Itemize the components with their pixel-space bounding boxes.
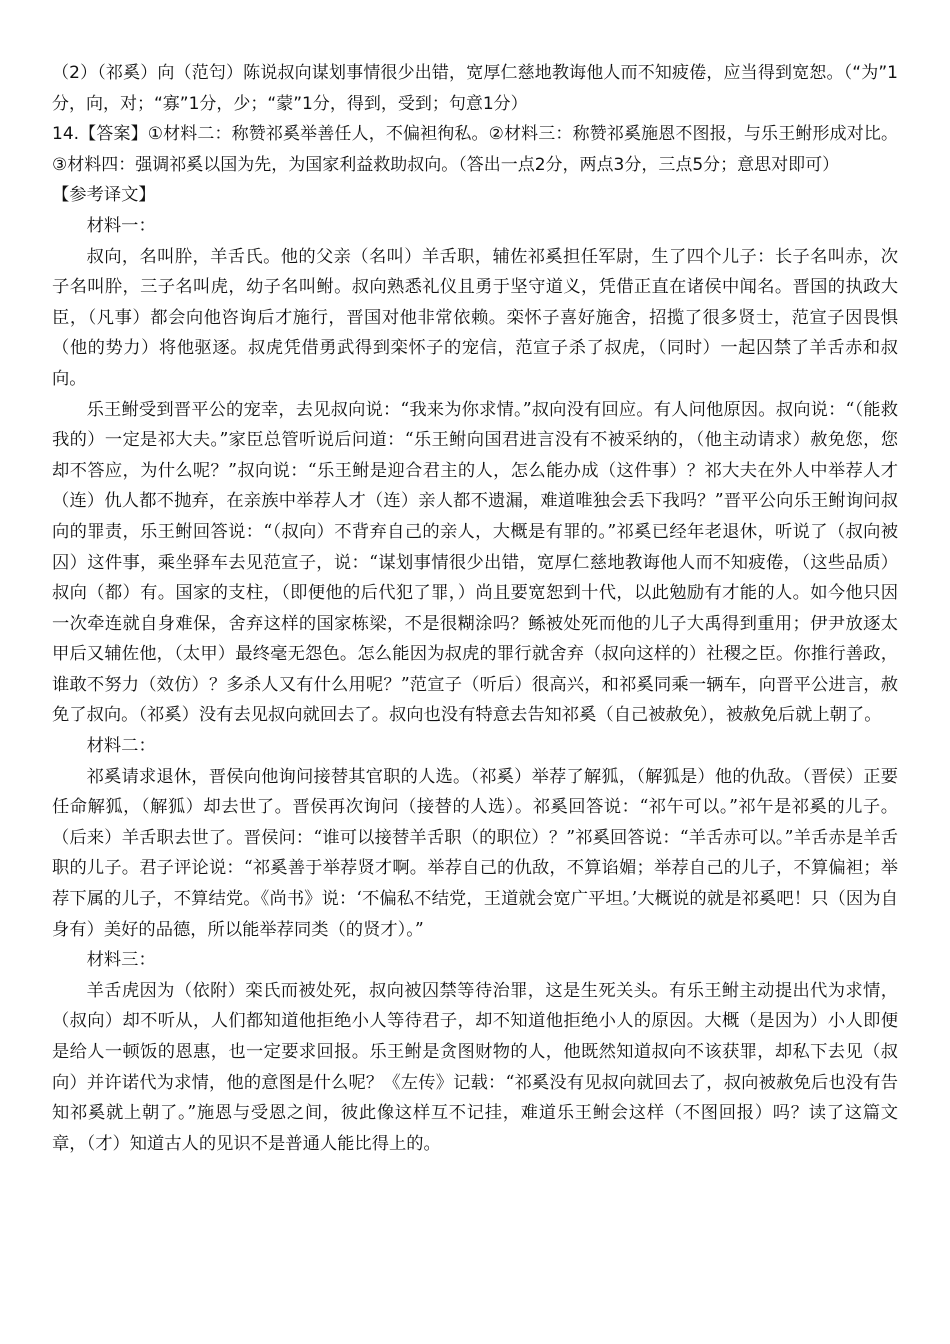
material-1-label: 材料一：: [86, 215, 156, 236]
translation-heading: 【参考译文】: [52, 185, 156, 206]
material-3-paragraph: 羊舌虎因为（依附）栾氏而被处死，叔向被囚禁等待治罪，这是生死关头。有乐王鲋主动提出代为求情，（叔向）却不听从，人们都知道他拒绝小人等待君子，却不知道他拒绝小人的原因。大概（是因为）小人即便是给人一顿饭的恩惠，也一定要求回报。乐王鲋是贪图财物的人，他既然知道叔向不该获罪，却私下去见（叔向）并许诺代为求情，他的意图是什么呢？《左传》记载：“祁奚没有见叔向就回去了，叔向被赦免后也没有告知祁奚就上朝了。”施恩与受恩之间，彼此像这样互不记挂，难道乐王鲋会这样（不图回报）吗？读了这篇文章，（才）知道古人的见识不是普通人能比得上的。: [52, 980, 898, 1154]
answer-13-2: （2）（祁奚）向（范匄）陈说叔向谋划事情很少出错，宽厚仁慈地教诲他人而不知疲倦，应当得到宽恕。（“为”1分，向，对；“寡”1分，少；“蒙”1分，得到，受到；句意1分）: [52, 63, 898, 114]
material-3-label: 材料三：: [86, 950, 156, 971]
answer-14: 14.【答案】①材料二：称赞祁奚举善任人，不偏袒徇私。②材料三：称赞祁奚施恩不图报，与乐王鲋形成对比。③材料四：强调祁奚以国为先，为国家利益救助叔向。（答出一点2分，两点3分，三点5分；意思对即可）: [52, 124, 898, 175]
material-2-paragraph: 祁奚请求退休，晋侯向他询问接替其官职的人选。（祁奚）举荐了解狐，（解狐是）他的仇敌。（晋侯）正要任命解狐，（解狐）却去世了。晋侯再次询问（接替的人选）。祁奚回答说：“祁午可以。”祁午是祁奚的儿子。（后来）羊舌职去世了。晋侯问：“谁可以接替羊舌职（的职位）？”祁奚回答说：“羊舌赤可以。”羊舌赤是羊舌职的儿子。君子评论说：“祁奚善于举荐贤才啊。举荐自己的仇敌，不算谄媚；举荐自己的儿子，不算偏袒；举荐下属的儿子，不算结党。《尚书》说：‘不偏私不结党，王道就会宽广平坦。’大概说的就是祁奚吧！只（因为自身有）美好的品德，所以能举荐同类（的贤才）。”: [52, 766, 898, 940]
material-1-paragraph: 乐王鲋受到晋平公的宠幸，去见叔向说：“我来为你求情。”叔向没有回应。有人问他原因。叔向说：“（能救我的）一定是祁大夫。”家臣总管听说后问道：“乐王鲋向国君进言没有不被采纳的，（他主动请求）赦免您，您却不答应，为什么呢？”叔向说：“乐王鲋是迎合君主的人，怎么能办成（这件事）？祁大夫在外人中举荐人才（连）仇人都不抛弃，在亲族中举荐人才（连）亲人都不遗漏，难道唯独会丢下我吗？”晋平公向乐王鲋询问叔向的罪责，乐王鲋回答说：“（叔向）不背弃自己的亲人，大概是有罪的。”祁奚已经年老退休，听说了（叔向被囚）这件事，乘坐驿车去见范宣子，说：“谋划事情很少出错，宽厚仁慈地教诲他人而不知疲倦，（这些品质）叔向（都）有。国家的支柱，（即便他的后代犯了罪，）尚且要宽恕到十代，以此勉励有才能的人。如今他只因一次牵连就自身难保，舍弃这样的国家栋梁，不是很糊涂吗？鲧被处死而他的儿子大禹得到重用；伊尹放逐太甲后又辅佐他，（太甲）最终毫无怨色。怎么能因为叔虎的罪行就舍弃（叔向这样的）社稷之臣。你推行善政，谁敢不努力（效仿）？多杀人又有什么用呢？”范宣子（听后）很高兴，和祁奚同乘一辆车，向晋平公进言，赦免了叔向。（祁奚）没有去见叔向就回去了。叔向也没有特意去告知祁奚（自己被赦免），被赦免后就上朝了。: [52, 399, 898, 726]
material-1-paragraph: 叔向，名叫肸，羊舌氏。他的父亲（名叫）羊舌职，辅佐祁奚担任军尉，生了四个儿子：长子名叫赤，次子名叫肸，三子名叫虎，幼子名叫鲋。叔向熟悉礼仪且勇于坚守道义，凭借正直在诸侯中闻名。晋国的执政大臣，（凡事）都会向他咨询后才施行，晋国对他非常依赖。栾怀子喜好施舍，招揽了很多贤士，范宣子因畏惧（他的势力）将他驱逐。叔虎凭借勇武得到栾怀子的宠信，范宣子杀了叔虎，（同时）一起囚禁了羊舌赤和叔向。: [52, 246, 898, 389]
material-2-label: 材料二：: [86, 736, 156, 757]
